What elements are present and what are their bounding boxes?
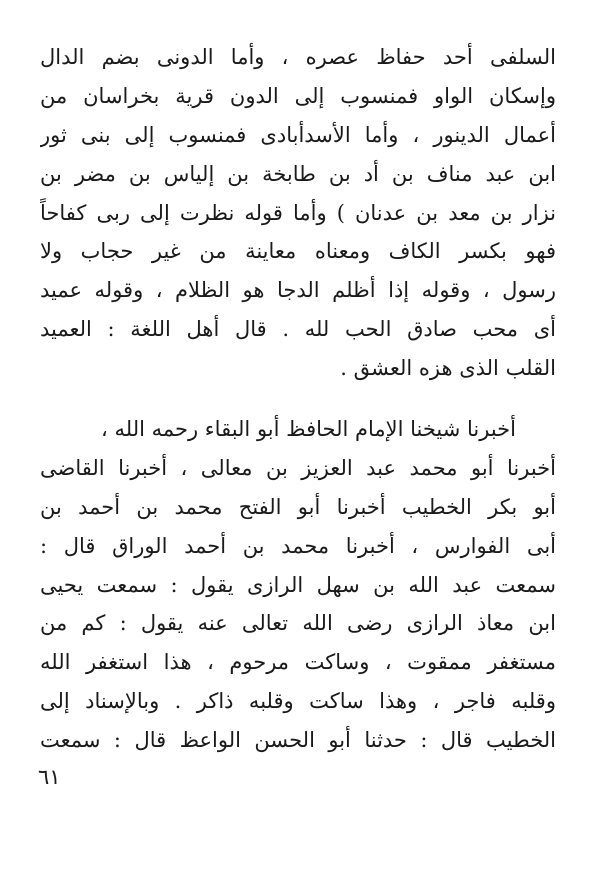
text-line: فهو بكسر الكاف ومعناه معاينة من غير حجاب ولا <box>40 239 556 264</box>
text-line: وقلبه فاجر ، وهذا ساكت وقلبه ذاكر . وبالإسناد إلى <box>40 689 556 714</box>
text-line: السلفى أحد حفاظ عصره ، وأما الدونى بضم الدال <box>40 45 556 69</box>
text-line: أبو بكر الخطيب أخبرنا أبو الفتح محمد بن أحمد بن <box>40 494 556 519</box>
text-line: القلب الذى هزه العشق . <box>340 356 556 381</box>
text-line: مستغفر ممقوت ، وساكت مرحوم ، هذا استغفر الله <box>40 650 556 675</box>
page-number: ٦١ <box>38 765 61 789</box>
text-line: رسول ، وقوله إذا أظلم الدجا هو الظلام ، وقوله عميد <box>40 278 556 303</box>
text-line: الخطيب قال : حدثنا أبو الحسن الواعظ قال : سمعت <box>40 728 556 753</box>
text-line: أخبرنا شيخنا الإمام الحافظ أبو البقاء رحمه الله ، <box>101 417 516 441</box>
text-line: أبى الفوارس ، أخبرنا محمد بن أحمد الوراق قال : <box>40 533 556 558</box>
paragraph-1 <box>40 38 556 388</box>
text-line: ابن عبد مناف بن أد بن طابخة بن إلياس بن مضر بن <box>40 161 556 186</box>
text-line: أخبرنا أبو محمد عبد العزيز بن معالى ، أخبرنا القاضى <box>40 455 556 480</box>
paragraph-2 <box>40 410 556 760</box>
text-line: سمعت عبد الله بن سهل الرازى يقول : سمعت يحيى <box>40 572 556 597</box>
text-line: نزار بن معد بن عدنان ) وأما قوله نظرت إلى ربى كفاحاً <box>40 200 556 225</box>
text-line: ابن معاذ الرازى رضى الله تعالى عنه يقول : كم من <box>40 611 556 636</box>
text-line: وإسكان الواو فمنسوب إلى الدون قرية بخراسان من <box>40 83 556 108</box>
text-line: أى محب صادق الحب لله . قال أهل اللغة : العميد <box>40 317 556 342</box>
text-line: أعمال الدينور ، وأما الأسدأبادى فمنسوب إلى بنى ثور <box>40 122 556 147</box>
